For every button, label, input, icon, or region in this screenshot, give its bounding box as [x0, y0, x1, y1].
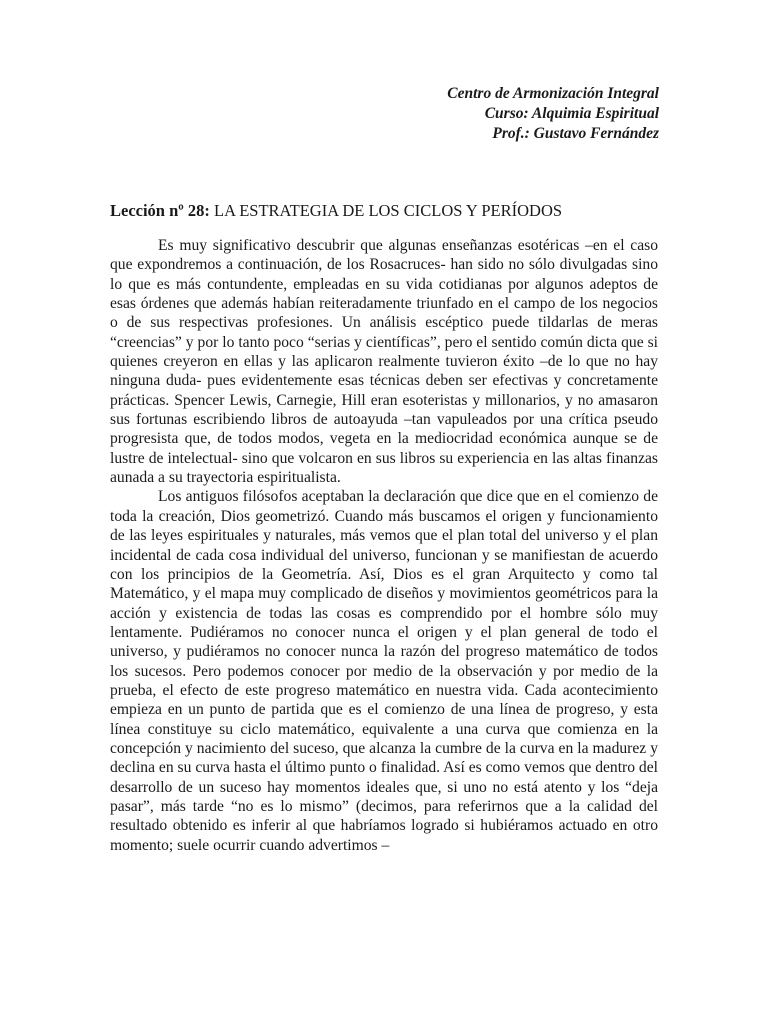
paragraph-2: Los antiguos filósofos aceptaban la declaración que dice que en el comienzo de toda la creación, Dios geometrizó. Cuando más buscamos el origen y funcionamiento de las leyes espirituales y naturales, más vemos que el plan total del universo y el plan incidental de cada cosa individual del universo, funcionan y se manifiestan de acuerdo con los principios de la Geometría. Así, Dios es el gran Arquitecto y como tal Matemático, y el mapa muy complicado de diseños y movimientos geométricos para la acción y existencia de todas las cosas es comprendido por el hombre sólo muy lentamente. Pudiéramos no conocer nunca el origen y el plan general de todo el universo, y pudiéramos no conocer nunca la razón del progreso matemático de todos los sucesos. Pero podemos conocer por medio de la observación y por medio de la prueba, el efecto de este progreso matemático en nuestra vida. Cada acontecimiento empieza en un punto de partida que es el comienzo de una línea de progreso, y esta línea constituye su ciclo matemático, equivalente a una curva que comienza en la concepción y nacimiento del suceso, que alcanza la cumbre de la curva en la madurez y declina en su curva hasta el último punto o finalidad. Así es como vemos que dentro del desarrollo de un suceso hay momentos ideales que, si uno no está atento y los “deja pasar”, más tarde “no es lo mismo” (decimos, para referirnos que a la calidad del resultado obtenido es inferir al que habríamos logrado si hubiéramos actuado en otro momento; suele ocurrir cuando advertimos –: [110, 488, 658, 854]
professor-name: Prof.: Gustavo Fernández: [492, 125, 659, 142]
lesson-body: [110, 236, 658, 855]
paragraph-1: Es muy significativo descubrir que algunas enseñanzas esotéricas –en el caso que expondremos a continuación, de los Rosacruces- han sido no sólo divulgadas sino lo que es más contundente, empleadas en su vida cotidianas por algunos adeptos de esas órdenes que además habían reiteradamente triunfado en el campo de los negocios o de sus respectivas profesiones. Un análisis escéptico puede tildarlas de meras “creencias” y por lo tanto poco “serias y científicas”, pero el sentido común dicta que si quienes creyeron en ellas y las aplicaron realmente tuvieron éxito –de lo que no hay ninguna duda- pues evidentemente esas técnicas deben ser efectivas y concretamente prácticas. Spencer Lewis, Carnegie, Hill eran esoteristas y millonarios, y no amasaron sus fortunas escribiendo libros de autoayuda –tan vapuleados por una crítica pseudo progresista que, de todos modos, vegeta en la mediocridad económica aunque se de lustre de intelectual- sino que volcaron en sus libros su experiencia en las altas finanzas aunada a su trayectoria espiritualista.: [110, 237, 658, 487]
course-name: Curso: Alquimia Espiritual: [484, 105, 659, 122]
institution-name: Centro de Armonización Integral: [447, 85, 659, 102]
lesson-title: [110, 200, 562, 222]
course-header: [447, 84, 659, 144]
lesson-number: Lección nº 28:: [110, 201, 210, 220]
lesson-title-text: LA ESTRATEGIA DE LOS CICLOS Y PERÍODOS: [213, 201, 563, 220]
